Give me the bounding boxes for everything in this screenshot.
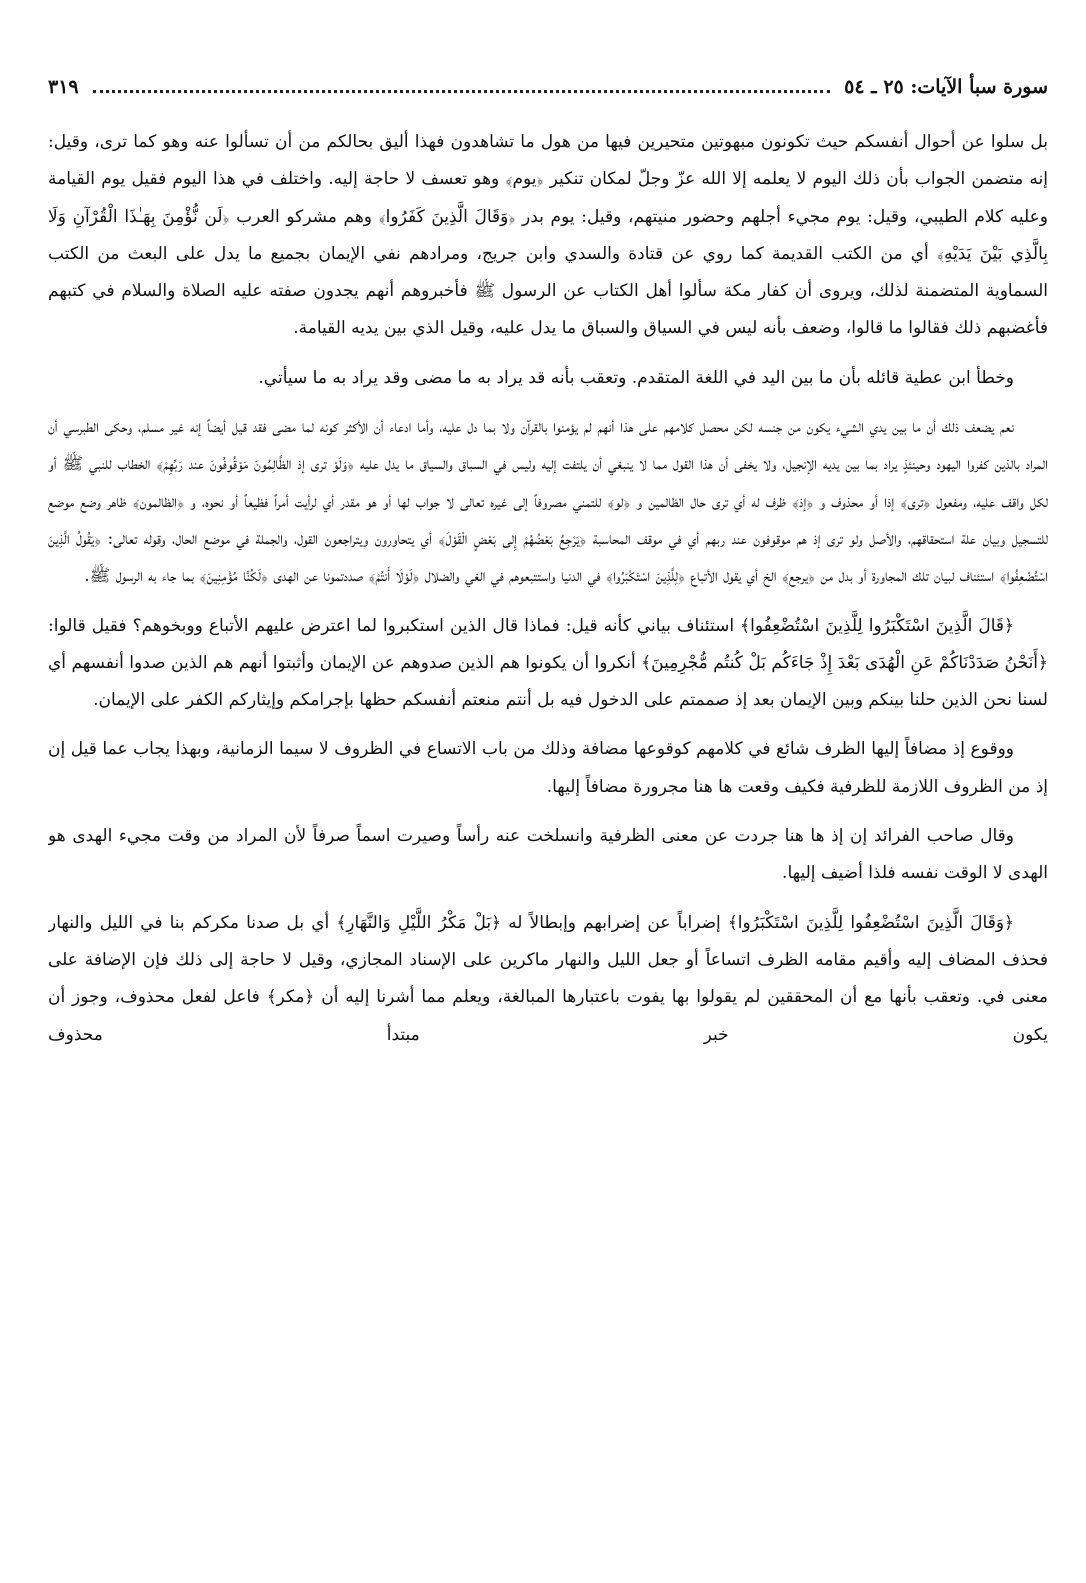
page-number: ٣١٩ bbox=[48, 76, 79, 98]
paragraph-gap bbox=[48, 806, 1048, 818]
paragraph-4: ﴿قَالَ الَّذِينَ اسْتَكْبَرُوا لِلَّذِينَ اسْتُضْعِفُوا﴾ استئناف بياني كأنه قيل: فماذا قال الذين استكبروا لما اعترض عليهم الأتباع ووبخوهم؟ فقيل قالوا: ﴿أَنَحْنُ صَدَدْنَاكُمْ عَنِ الْهُدَى بَعْدَ إِذْ جَاءَكُم بَلْ كُنتُم مُّجْرِمِينَ﴾ أنكروا أن يكونوا هم الذين صدوهم عن الإيمان وأثبتوا أنهم هم الذين صدوا أنفسهم أي لسنا نحن الذين حلنا بينكم وبين الإيمان بعد إذ صممتم على الدخول فيه بل أنتم منعتم أنفسكم حظها بإجرامكم وإيثاركم الكفر على الإيمان. bbox=[48, 615, 1048, 711]
paragraph-6: وقال صاحب الفرائد إن إذ ها هنا جردت عن معنى الظرفية وانسلخت عنه رأساً وصيرت اسماً صرفاً لأن المراد من وقت مجيء الهدى هو الهدى لا الوقت نفسه فلذا أضيف إليها. bbox=[48, 826, 1048, 884]
paragraph-5: ووقوع إذ مضافاً إليها الظرف شائع في كلامهم كوقوعها مضافة وذلك من باب الاتساع في الظروف لا سيما الزمانية، وبهذا يجاب عما قيل إن إذ من الظروف اللازمة للظرفية فكيف وقعت ها هنا مجرورة مضافاً إليها. bbox=[48, 739, 1048, 797]
paragraph-gap bbox=[48, 348, 1048, 360]
body-text bbox=[48, 124, 1048, 1054]
header-dotted-leader bbox=[93, 90, 830, 93]
paragraph-gap bbox=[48, 719, 1048, 731]
paragraph-2: وخطأ ابن عطية قائله بأن ما بين اليد في اللغة المتقدم. وتعقب بأنه قد يراد به ما مضى وقد يراد به ما سيأتي. bbox=[258, 367, 1014, 388]
paragraph-gap bbox=[48, 596, 1048, 608]
paragraph-7: ﴿وَقَالَ الَّذِينَ اسْتُضْعِفُوا لِلَّذِينَ اسْتَكْبَرُوا﴾ إضراباً عن إضرابهم وإبطالاً له ﴿بَلْ مَكْرُ اللَّيْلِ وَالنَّهَارِ﴾ أي بل صدنا مكركم بنا في الليل والنهار فحذف المضاف إليه وأقيم مقامه الظرف اتساعاً أو جعل الليل والنهار ماكرين على الإسناد المجازي، وقيل لا حاجة إلى ذلك فإن الإضافة على معنى في. وتعقب بأنها مع أن المحققين لم يقولوا بها يفوت باعتبارها المبالغة، ويعلم مما أشرنا إليه أن ﴿مكر﴾ فاعل لفعل محذوف، وجوز أن يكون خبر مبتدأ محذوف bbox=[48, 912, 1048, 1045]
running-title: سورة سبأ الآيات: ٢٥ ـ ٥٤ bbox=[844, 76, 1048, 98]
paragraph-gap bbox=[48, 893, 1048, 905]
paragraph-gap bbox=[48, 397, 1048, 409]
paragraph-3: نعم يضعف ذلك أن ما بين يدي الشيء يكون من جنسه لكن محصل كلامهم على هذا أنهم لم يؤمنوا بالقرآن ولا بما دل عليه، وأما ادعاء أن الأكثر كونه لما مضى فقد قيل أيضاً إنه غير مسلم، وحكى الطبرسي أن المراد بالذين كفروا اليهود وحينئذٍ يراد بما بين يديه الإنجيل، ولا يخفى أن هذا القول مما لا ينبغي أن يلتفت إليه وليس في السباق والسياق ما يدل عليه ﴿وَلَوْ ترى إذ الظَّالِمُونَ مَوْقُوفُونَ عند رَبِّهِمْ﴾ الخطاب للنبي ﷺ أو لكل واقف عليه، ومفعول ﴿ترى﴾ إذا أو محذوف و ﴿إذ﴾ ظرف له أي ترى حال الظالمين و ﴿لو﴾ للتمني مصروفاً إلى غيره تعالى لا جواب لها أو هو مقدر أي لرأيت أمراً فظيعاً أو نحوه، و ﴿الظالمون﴾ ظاهر وضع موضع للتسجيل وبيان علة استحقاقهم، والأصل ولو ترى إذ هم موقوفون عند ربهم أي في موقف المحاسبة ﴿يَرْجِعُ بَعْضُهُمْ إِلى بَعْضٍ الْقَوْلَ﴾ أي يتحاورون ويتراجعون القول، والجملة في موضع الحال، وقوله تعالى: ﴿يَقُولُ الَّذِينَ اسْتُضْعِفُوا﴾ استئناف لبيان تلك المجاورة أو بدل من ﴿يرجع﴾ الخ أي يقول الأتباع ﴿لِلَّذِينَ اسْتَكْبَرُوا﴾ في الدنيا واستتبعوهم في الغي والضلال ﴿لَوْلَا أَنتُمْ﴾ صددتمونا عن الهدى ﴿لَكُنَّا مُؤْمِنِينَ﴾ بما جاء به الرسول ﷺ. bbox=[48, 417, 1048, 587]
paragraph-1: بل سلوا عن أحوال أنفسكم حيث تكونون مبهوتين متحيرين فيها من هول ما تشاهدون فهذا أليق بحالكم من أن تسألوا عنه وهو كما ترى، وقيل: إنه متضمن الجواب بأن ذلك اليوم لا يعلمه إلا الله عزّ وجلّ لمكان تنكير ﴿يوم﴾ وهو تعسف لا حاجة إليه. واختلف في هذا اليوم فقيل يوم القيامة وعليه كلام الطيبي، وقيل: يوم مجيء أجلهم وحضور منيتهم، وقيل: يوم بدر ﴿وَقَالَ الَّذِينَ كَفَرُوا﴾ وهم مشركو العرب ﴿لَن نُّؤْمِنَ بِهَـٰذَا الْقُرْآنِ وَلَا بِالَّذِي بَيْنَ يَدَيْهِ﴾ أي من الكتب القديمة كما روي عن قتادة والسدي وابن جريج، ومرادهم نفي الإيمان بجميع ما يدل على البعث من الكتب السماوية المتضمنة لذلك، ويروى أن كفار مكة سألوا أهل الكتاب عن الرسول ﷺ فأخبروهم أنهم يجدون صفته عليه الصلاة والسلام في كتبهم فأغضبهم ذلك فقالوا ما قالوا، وضعف بأنه ليس في السياق والسباق ما يدل عليه، وقيل الذي بين يديه القيامة. bbox=[48, 132, 1048, 339]
book-page bbox=[48, 70, 1048, 1560]
running-header bbox=[48, 70, 1048, 104]
